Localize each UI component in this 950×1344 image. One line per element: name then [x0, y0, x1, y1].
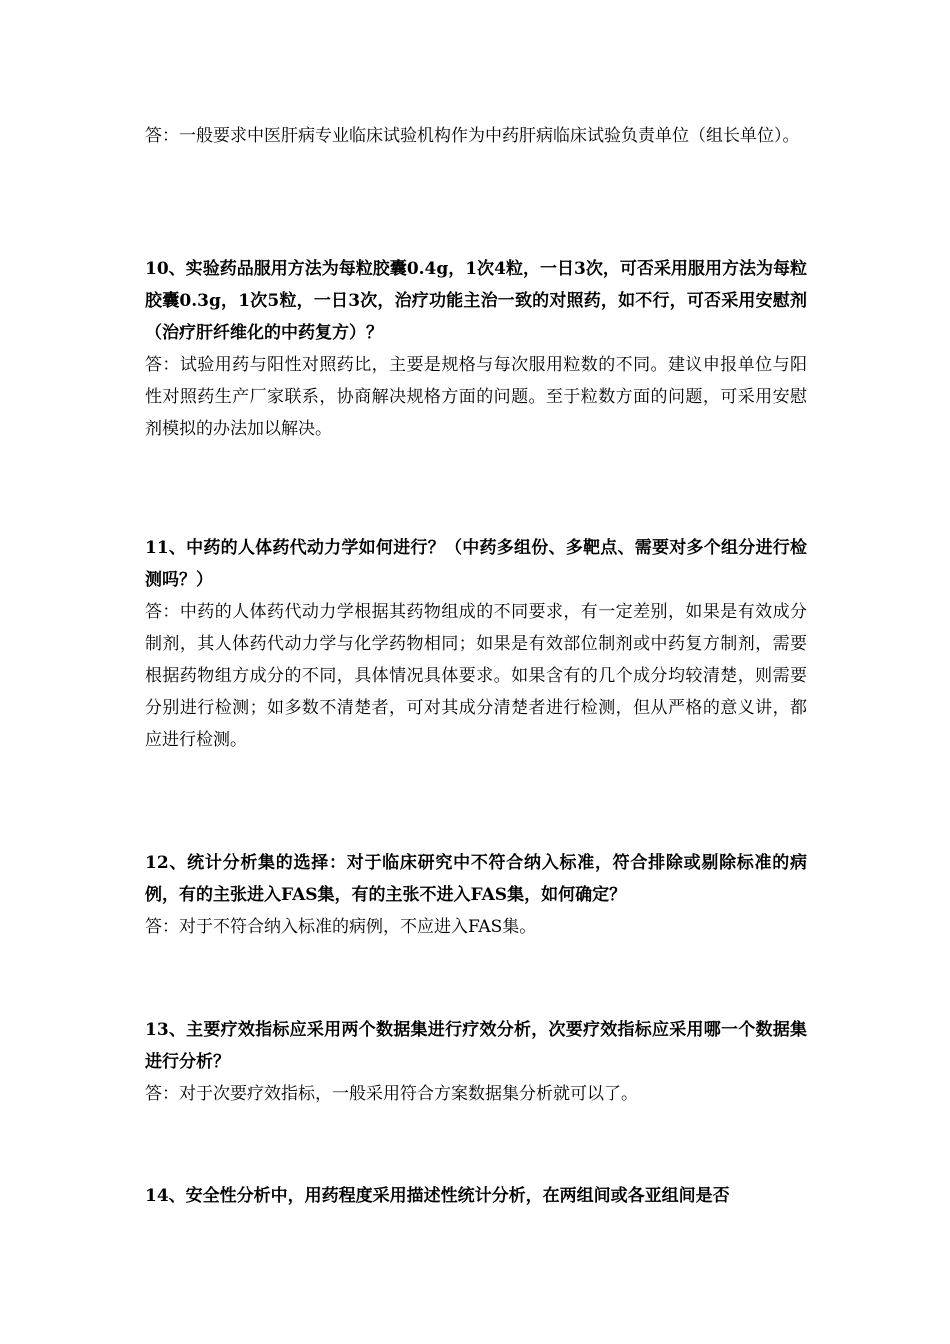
answer-text: 答：一般要求中医肝病专业临床试验机构作为中药肝病临床试验负责单位（组长单位）。 [145, 126, 800, 146]
qa-item-14 [145, 1180, 807, 1212]
qa-item-12 [145, 847, 807, 943]
question-text: 12、统计分析集的选择：对于临床研究中不符合纳入标准，符合排除或剔除标准的病例，有的主张进入FAS集，有的主张不进入FAS集，如何确定？ [145, 853, 807, 905]
answer-text: 答：对于不符合纳入标准的病例，不应进入FAS集。 [145, 917, 537, 937]
qa-item-9-tail [145, 120, 807, 152]
answer-text: 答：对于次要疗效指标，一般采用符合方案数据集分析就可以了。 [145, 1084, 638, 1104]
answer-text: 答：试验用药与阳性对照药比，主要是规格与每次服用粒数的不同。建议申报单位与阳性对照药生产厂家联系，协商解决规格方面的问题。至于粒数方面的问题，可采用安慰剂模拟的办法加以解决。 [145, 355, 807, 439]
qa-item-10 [145, 253, 807, 445]
qa-item-13 [145, 1014, 807, 1110]
question-text: 11、中药的人体药代动力学如何进行？（中药多组份、多靶点、需要对多个组分进行检测吗？） [145, 538, 807, 590]
question-text: 10、实验药品服用方法为每粒胶囊0.4g，1次4粒，一日3次，可否采用服用方法为每粒胶囊0.3g，1次5粒，一日3次，治疗功能主治一致的对照药，如不行，可否采用安慰剂（治疗肝纤维化的中药复方）？ [145, 259, 807, 343]
answer-text: 答：中药的人体药代动力学根据其药物组成的不同要求，有一定差别，如果是有效成分制剂，其人体药代动力学与化学药物相同；如果是有效部位制剂或中药复方制剂，需要根据药物组方成分的不同，具体情况具体要求。如果含有的几个成分均较清楚，则需要分别进行检测；如多数不清楚者，可对其成分清楚者进行检测，但从严格的意义讲，都应进行检测。 [145, 602, 807, 750]
qa-item-11 [145, 532, 807, 756]
question-text: 13、主要疗效指标应采用两个数据集进行疗效分析，次要疗效指标应采用哪一个数据集进行分析？ [145, 1020, 807, 1072]
question-text: 14、安全性分析中，用药程度采用描述性统计分析，在两组间或各亚组间是否 [145, 1186, 730, 1206]
